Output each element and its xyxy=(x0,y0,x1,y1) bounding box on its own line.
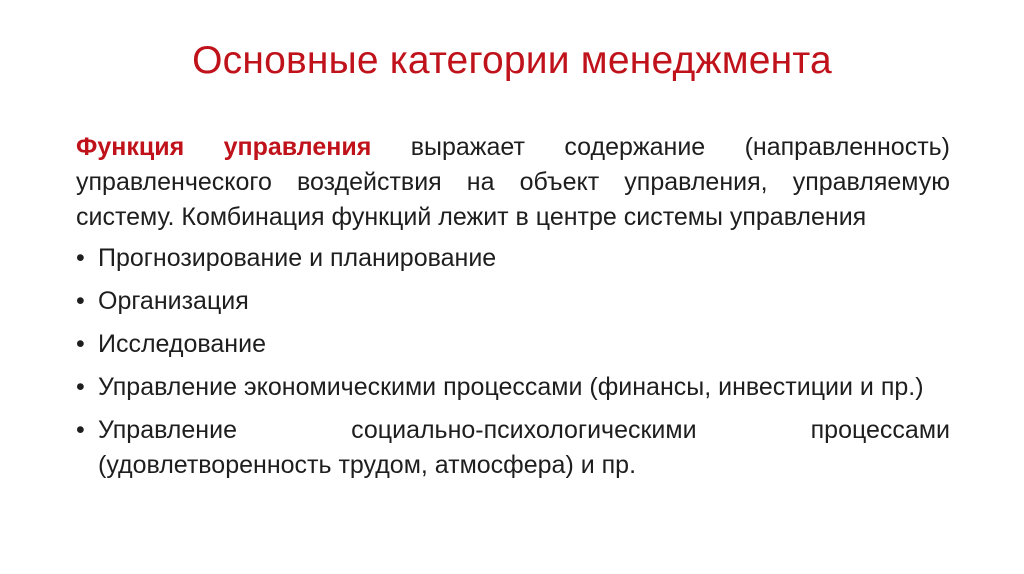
list-item-text: Управление социально-психологическими процессами (удовлетворенность трудом, атмосфера) и пр. xyxy=(98,416,950,479)
list-item xyxy=(76,413,950,483)
slide-title: Основные категории менеджмента xyxy=(192,39,832,82)
list-item xyxy=(76,241,950,276)
list-item-text: Управление экономическими процессами (финансы, инвестиции и пр.) xyxy=(98,373,924,401)
bullet-icon: • xyxy=(76,330,85,358)
key-term: Функция управления xyxy=(76,133,372,161)
intro-text: выражает содержание (направленность) управленческого воздействия на объект управления, управляемую систему. Комбинация функций лежит в центре системы управления xyxy=(76,133,950,231)
bullet-icon: • xyxy=(76,244,85,272)
bullet-list xyxy=(76,241,950,483)
list-item xyxy=(76,284,950,319)
slide-body xyxy=(76,130,950,491)
bullet-icon: • xyxy=(76,373,85,401)
list-item-text: Прогнозирование и планирование xyxy=(98,244,497,272)
list-item xyxy=(76,327,950,362)
intro-paragraph xyxy=(76,130,950,235)
list-item xyxy=(76,370,950,405)
list-item-text: Исследование xyxy=(98,330,266,358)
bullet-icon: • xyxy=(76,287,85,315)
list-item-text: Организация xyxy=(98,287,249,315)
bullet-icon: • xyxy=(76,416,85,444)
